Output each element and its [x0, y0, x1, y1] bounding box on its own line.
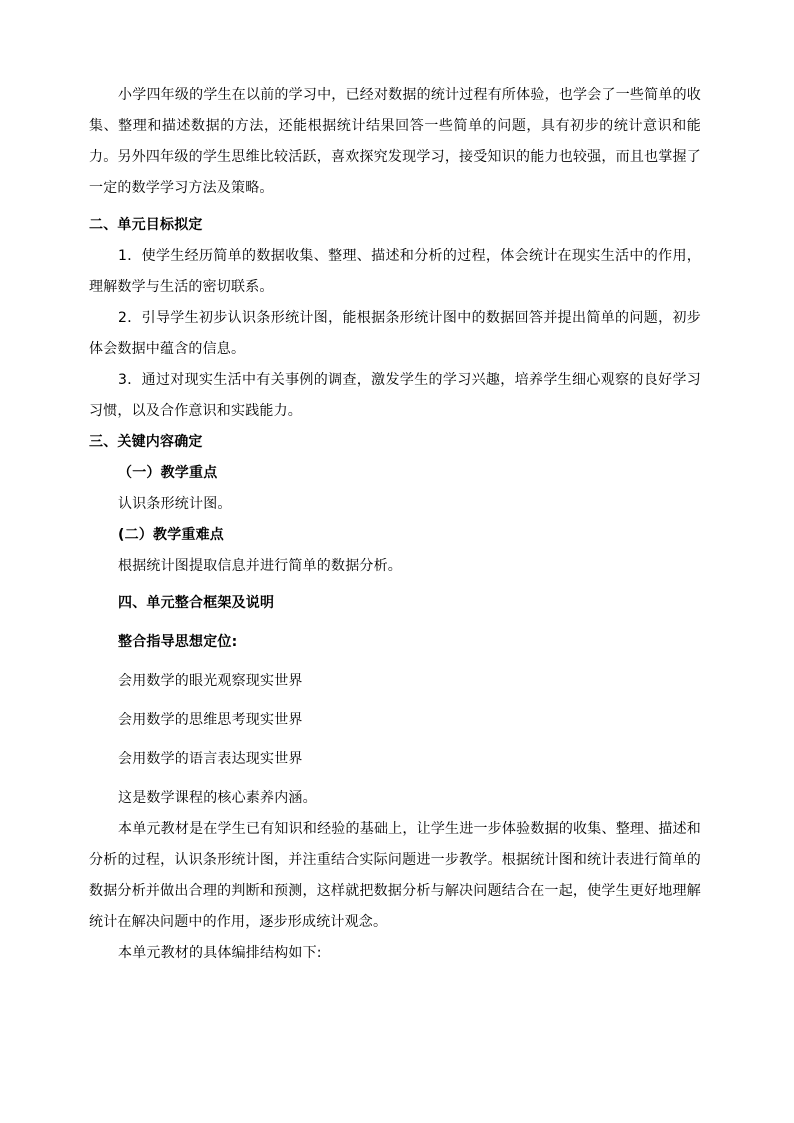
goal-item-2: 2．引导学生初步认识条形统计图，能根据条形统计图中的数据回答并提出简单的问题，初步体会数据中蕴含的信息。 — [89, 310, 701, 357]
core-literacy-text: 这是数学课程的核心素养内涵。 — [118, 790, 317, 806]
goal-item-3: 3．通过对现实生活中有关事例的调查，激发学生的学习兴趣，培养学生细心观察的良好学习习惯，以及合作意识和实践能力。 — [89, 372, 701, 419]
guide-item-1: 会用数学的眼光观察现实世界 — [118, 673, 303, 689]
goal-item-1: 1．使学生经历简单的数据收集、整理、描述和分析的过程，体会统计在现实生活中的作用，理解数学与生活的密切联系。 — [89, 248, 701, 295]
guide-item-3: 会用数学的语言表达现实世界 — [118, 751, 303, 767]
section-heading-goals: 二、单元目标拟定 — [89, 217, 203, 233]
structure-intro-paragraph: 本单元教材的具体编排结构如下: — [118, 945, 322, 961]
guide-title: 整合指导思想定位: — [118, 634, 238, 650]
key-point-text: 认识条形统计图。 — [118, 496, 232, 512]
unit-material-paragraph: 本单元教材是在学生已有知识和经验的基础上，让学生进一步体验数据的收集、整理、描述和分析的过程，认识条形统计图，并注重结合实际问题进一步教学。根据统计图和统计表进行简单的数据分析并做出合理的判断和预测，这样就把数据分析与解决问题结合在一起，使学生更好地理解统计在解决问题中的作用，逐步形成统计观念。 — [89, 821, 701, 930]
student-analysis-paragraph: 小学四年级的学生在以前的学习中，已经对数据的统计过程有所体验，也学会了一些简单的收集、整理和描述数据的方法，还能根据统计结果回答一些简单的问题，具有初步的统计意识和能力。另外四年级的学生思维比较活跃，喜欢探究发现学习，接受知识的能力也较强，而且也掌握了一定的数学学习方法及策略。 — [89, 87, 701, 196]
guide-item-2: 会用数学的思维思考现实世界 — [118, 712, 303, 728]
subheading-difficult-point: (二）教学重难点 — [118, 527, 224, 543]
subheading-key-point: （一）教学重点 — [118, 465, 218, 481]
difficult-point-text: 根据统计图提取信息并进行简单的数据分析。 — [118, 558, 402, 574]
document-body — [89, 80, 701, 969]
section-heading-framework: 四、单元整合框架及说明 — [118, 595, 275, 611]
section-heading-key-content: 三、关键内容确定 — [89, 434, 203, 450]
